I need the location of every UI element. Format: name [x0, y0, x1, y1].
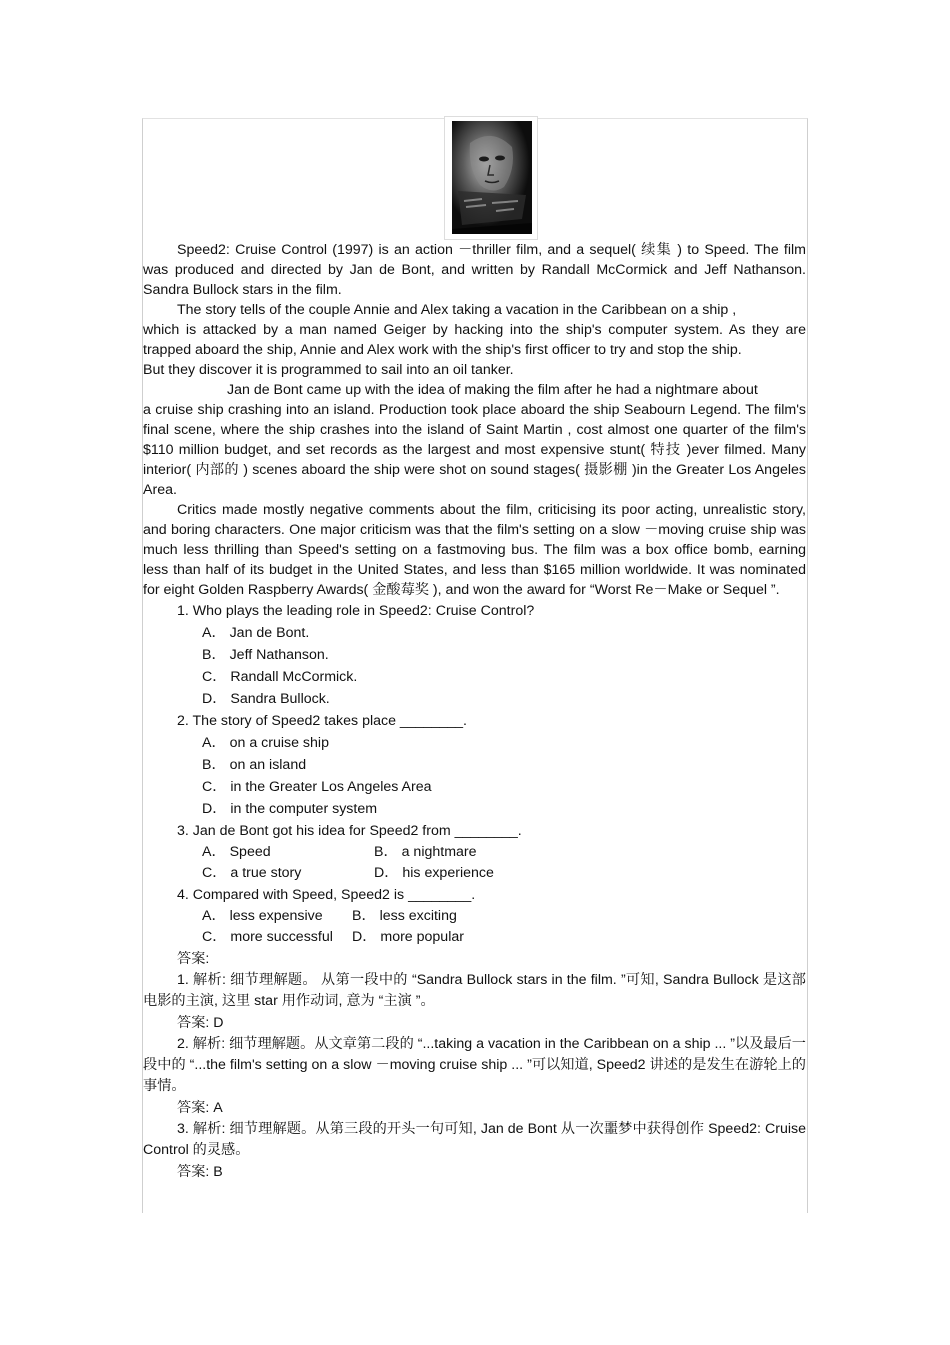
option-b: B． on an island [202, 757, 307, 773]
options-row-1 [202, 842, 806, 863]
document-body [143, 240, 806, 1183]
options-row-2 [202, 863, 806, 884]
question-3-options [202, 842, 806, 884]
question-4-stem: 4. Compared with Speed, Speed2 is ________. [177, 887, 476, 903]
option-b: B． Jeff Nathanson. [202, 647, 329, 663]
option-a: A． Jan de Bont. [202, 625, 310, 641]
options-row-2 [202, 927, 806, 948]
option-c: C． in the Greater Los Angeles Area [202, 779, 432, 795]
option-c: C． Randall McCormick. [202, 669, 358, 685]
options-row-1 [202, 906, 806, 927]
paragraph-2-body: which is attacked by a man named Geiger by hacking into the ship's computer system. As they are trapped aboard the ship, Annie and Alex work with the ship's first officer to try and stop the ship. [143, 322, 806, 358]
option-c: C． more successful [202, 929, 333, 945]
answer-1: 答案: D [177, 1015, 224, 1031]
question-1 [177, 600, 806, 710]
paragraph-3-body: a cruise ship crashing into an island. Production took place aboard the ship Seabourn Legend. The film's final scene, where the ship crashes into the island of Saint Martin , cost almost one quarter of the film's $110 million budget, and set records as the largest and most expensive stunt( 特技 )ever filmed. Many interior( 内部的 ) scenes aboard the ship were shot on sound stages( 摄影棚 )in the Greater Los Angeles Area. [143, 402, 806, 498]
question-1-stem: 1. Who plays the leading role in Speed2: Cruise Control? [177, 603, 535, 619]
paragraph-2-end: But they discover it is programmed to sail into an oil tanker. [143, 362, 514, 378]
question-2-stem: 2. The story of Speed2 takes place ________. [177, 713, 467, 729]
option-a: A． on a cruise ship [202, 735, 329, 751]
question-4-options [202, 906, 806, 948]
question-3 [177, 820, 806, 884]
option-d: D． Sandra Bullock. [202, 691, 330, 707]
answer-1-analysis: 1. 解析: 细节理解题。 从第一段中的 “Sandra Bullock stars in the film. ”可知, Sandra Bullock 是这部电影的主演, 这里 star 用作动词, 意为 “主演 ”。 [143, 972, 806, 1009]
paragraph-2-line-1: The story tells of the couple Annie and Alex taking a vacation in the Caribbean on a ship , [177, 302, 737, 318]
paragraph-1: Speed2: Cruise Control (1997) is an action －thriller film, and a sequel( 续集 ) to Speed. The film was produced and directed by Jan de Bont, and written by Randall McCormick and Jeff Nathanson. Sandra Bullock stars in the film. [143, 242, 806, 298]
answer-3-analysis: 3. 解析: 细节理解题。从第三段的开头一句可知, Jan de Bont 从一次噩梦中获得创作 Speed2: Cruise Control 的灵感。 [143, 1121, 806, 1158]
option-a: A． Speed [202, 844, 271, 860]
question-1-options [202, 622, 806, 710]
answer-2-analysis: 2. 解析: 细节理解题。从文章第二段的 “...taking a vacation in the Caribbean on a ship ... ”以及最后一段中的 “...the film's setting on a slow －moving cruise ship ... ”可以知道, Speed2 讲述的是发生在游轮上的事情。 [143, 1036, 806, 1094]
option-b: B． a nightmare [374, 844, 477, 860]
question-4 [177, 884, 806, 948]
option-d: D． in the computer system [202, 801, 378, 817]
option-d: D． more popular [352, 929, 464, 945]
paragraph-4: Critics made mostly negative comments about the film, criticising its poor acting, unrealistic story, and boring characters. One major criticism was that the film's setting on a slow －moving cruise ship was much less thrilling than Speed's setting on a fastmoving bus. The film was a box office bomb, earning less than half of its budget in the United States, and less than $165 million worldwide. It was nominated for eight Golden Raspberry Awards( 金酸莓奖 ), and won the award for “Worst Re－Make or Sequel ”. [143, 502, 806, 598]
option-b: B． less exciting [352, 908, 457, 924]
option-d: D． his experience [374, 865, 494, 881]
question-3-stem: 3. Jan de Bont got his idea for Speed2 from ________. [177, 823, 522, 839]
answer-3: 答案: B [177, 1164, 223, 1180]
movie-poster-image [452, 121, 532, 234]
answer-2: 答案: A [177, 1100, 223, 1116]
question-2-options [202, 732, 806, 820]
option-c: C． a true story [202, 865, 302, 881]
option-a: A． less expensive [202, 908, 323, 924]
paragraph-3-line-1: Jan de Bont came up with the idea of making the film after he had a nightmare about [227, 382, 758, 398]
question-2 [177, 710, 806, 820]
answers-header: 答案: [177, 951, 210, 967]
